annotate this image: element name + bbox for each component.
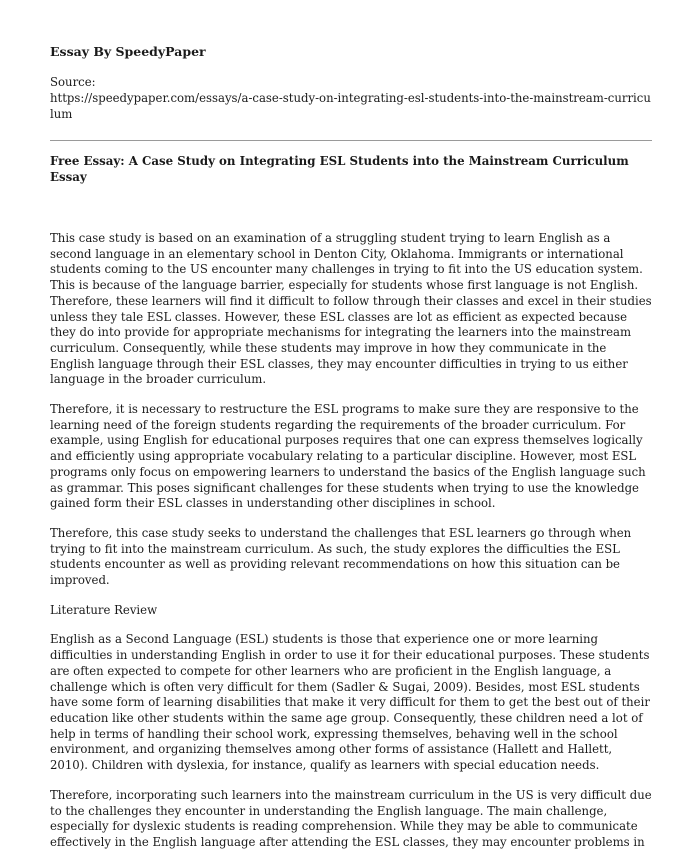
document-header-title: Essay By SpeedyPaper — [50, 44, 206, 59]
section-heading-literature-review: Literature Review — [50, 602, 158, 617]
essay-paragraph-1: This case study is based on an examination of a struggling student trying to learn English as a second language in an elementary school in Denton City, Oklahoma. Immigrants or international students coming to the US encounter many challenges in trying to fit into the US education system. This is because of the language barrier, especially for students whose first language is not English. Therefore, these learners will find it difficult to follow through their classes and excel in their studies unless they tale ESL classes. However, these ESL classes are lot as efficient as expected because they do into provide for appropriate mechanisms for integrating the learners into the mainstream curriculum. Consequently, while these students may improve in how they communicate in the English language through their ESL classes, they may encounter difficulties in trying to us either language in the broader curriculum. — [50, 231, 652, 387]
essay-paragraph-4: English as a Second Language (ESL) students is those that experience one or more learning difficulties in understanding English in order to use it for their educational purposes. These students are often expected to compete for other learners who are proficient in the English language, a challenge which is often very difficult for them (Sadler & Sugai, 2009). Besides, most ESL students have some form of learning disabilities that make it very difficult for them to get the best out of their education like other students within the same age group. Consequently, these children need a lot of help in terms of handling their school work, expressing themselves, behaving well in the school environment, and organizing themselves among other forms of assistance (Hallett and Hallett, 2010). Children with dyslexia, for instance, qualify as learners with special education needs. — [50, 632, 650, 773]
document-page — [50, 44, 652, 865]
essay-title: Free Essay: A Case Study on Integrating ESL Students into the Mainstream Curriculum Essay — [50, 154, 629, 184]
horizontal-divider — [50, 140, 652, 141]
source-url-link[interactable]: https://speedypaper.com/essays/a-case-study-on-integrating-esl-students-into-the-mainstream-curriculum — [50, 91, 651, 121]
essay-paragraph-2: Therefore, it is necessary to restructure the ESL programs to make sure they are responsive to the learning need of the foreign students regarding the requirements of the broader curriculum. For example, using English for educational purposes requires that one can express themselves logically and efficiently using appropriate vocabulary relating to a particular discipline. However, most ESL programs only focus on empowering learners to understand the basics of the English language such as grammar. This poses significant challenges for these students when trying to use the knowledge gained form their ESL classes in understanding other disciplines in school. — [50, 402, 646, 511]
source-label: Source: — [50, 75, 96, 89]
essay-paragraph-5: Therefore, incorporating such learners into the mainstream curriculum in the US is very difficult due to the challenges they encounter in understanding the English language. The main challenge, especially for dyslexic students is reading comprehension. While they may be able to communicate effectively in the English language after attending the ESL classes, they may encounter problems in — [50, 787, 652, 849]
essay-paragraph-3: Therefore, this case study seeks to understand the challenges that ESL learners go through when trying to fit into the mainstream curriculum. As such, the study explores the difficulties the ESL students encounter as well as providing relevant recommendations on how this situation can be improved. — [50, 525, 632, 588]
